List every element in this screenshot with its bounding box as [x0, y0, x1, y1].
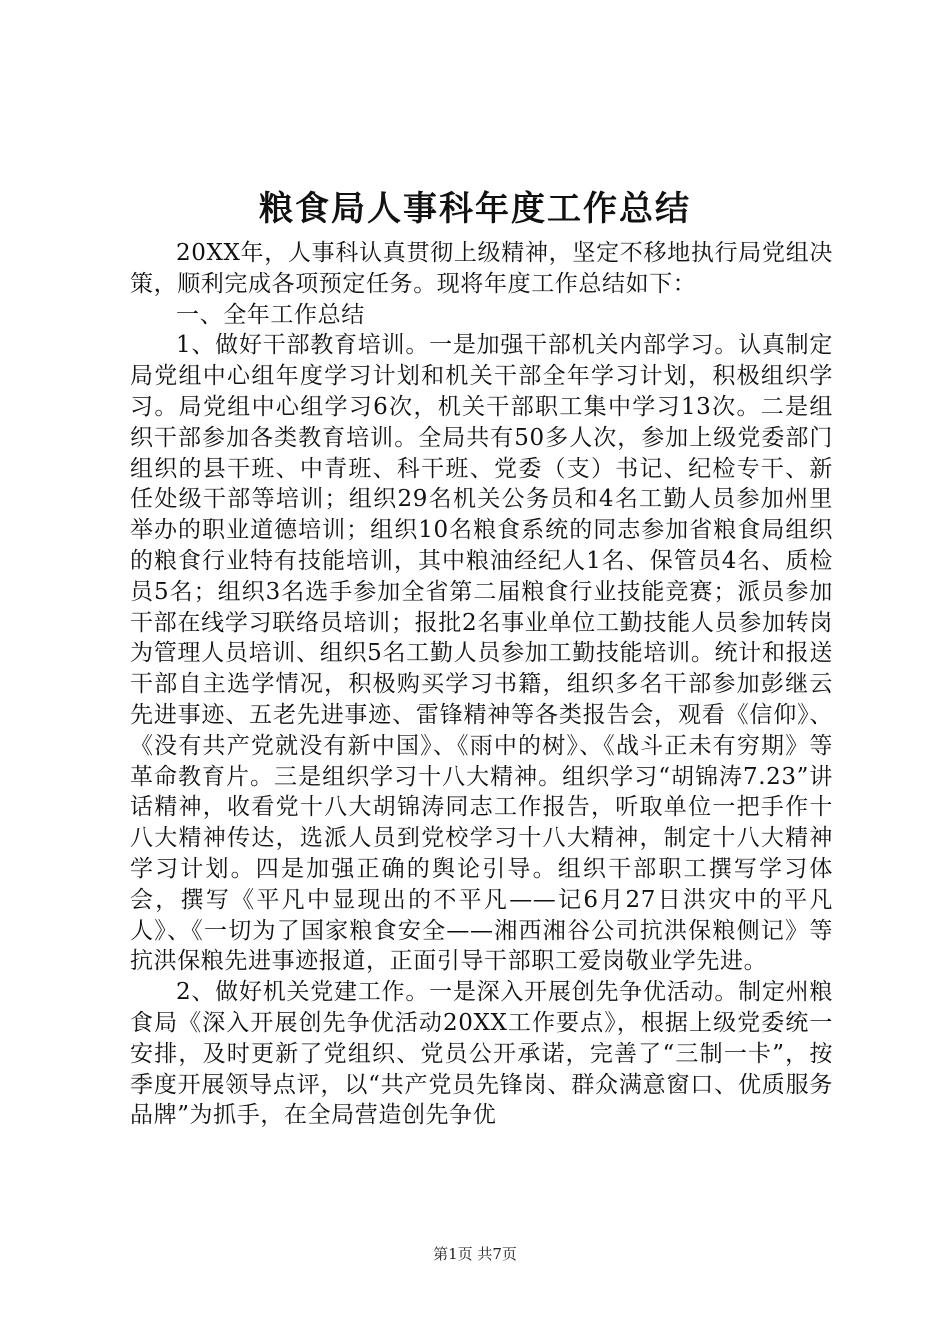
body-paragraph-1: 1、做好干部教育培训。一是加强干部机关内部学习。认真制定局党组中心组年度学习计划和机关干部全年学习计划，积极组织学习。局党组中心组学习6次，机关干部职工集中学习13次。二是组织干部参加各类教育培训。全局共有50多人次，参加上级党委部门组织的县干班、中青班、科干班、党委（支）书记、纪检专干、新任处级干部等培训；组织29名机关公务员和4名工勤人员参加州里举办的职业道德培训；组织10名粮食系统的同志参加省粮食局组织的粮食行业特有技能培训，其中粮油经纪人1名、保管员4名、质检员5名；组织3名选手参加全省第二届粮食行业技能竞赛；派员参加干部在线学习联络员培训；报批2名事业单位工勤技能人员参加转岗为管理人员培训、组织5名工勤人员参加工勤技能培训。统计和报送干部自主选学情况，积极购买学习书籍，组织多名干部参加彭继云先进事迹、五老先进事迹、雷锋精神等各类报告会，观看《信仰》、《没有共产党就没有新中国》、《雨中的树》、《战斗正未有穷期》等革命教育片。三是组织学习十八大精神。组织学习“胡锦涛7.23”讲话精神，收看党十八大胡锦涛同志工作报告，听取单位一把手作十八大精神传达，选派人员到党校学习十八大精神，制定十八大精神学习计划。四是加强正确的舆论引导。组织干部职工撰写学习体会，撰写《平凡中显现出的不平凡——记6月27日洪灾中的平凡人》、《一切为了国家粮食安全——湘西湘谷公司抗洪保粮侧记》等抗洪保粮先进事迹报道，正面引导干部职工爱岗敬业学先进。 [130, 332, 833, 975]
document-body [130, 238, 833, 1131]
body-paragraph-2: 2、做好机关党建工作。一是深入开展创先争优活动。制定州粮食局《深入开展创先争优活动20XX工作要点》，根据上级党委统一安排，及时更新了党组织、党员公开承诺，完善了“三制一卡”，按季度开展领导点评，以“共产党员先锋岗、群众满意窗口、优质服务品牌”为抓手，在全局营造创先争优 [130, 979, 833, 1129]
intro-paragraph: 20XX年，人事科认真贯彻上级精神，坚定不移地执行局党组决策，顺利完成各项预定任务。现将年度工作总结如下： [130, 240, 833, 297]
page-footer: 第1页 共7页 [433, 1245, 517, 1263]
document-title: 粮食局人事科年度工作总结 [259, 189, 691, 229]
section-heading: 一、全年工作总结 [176, 301, 365, 328]
